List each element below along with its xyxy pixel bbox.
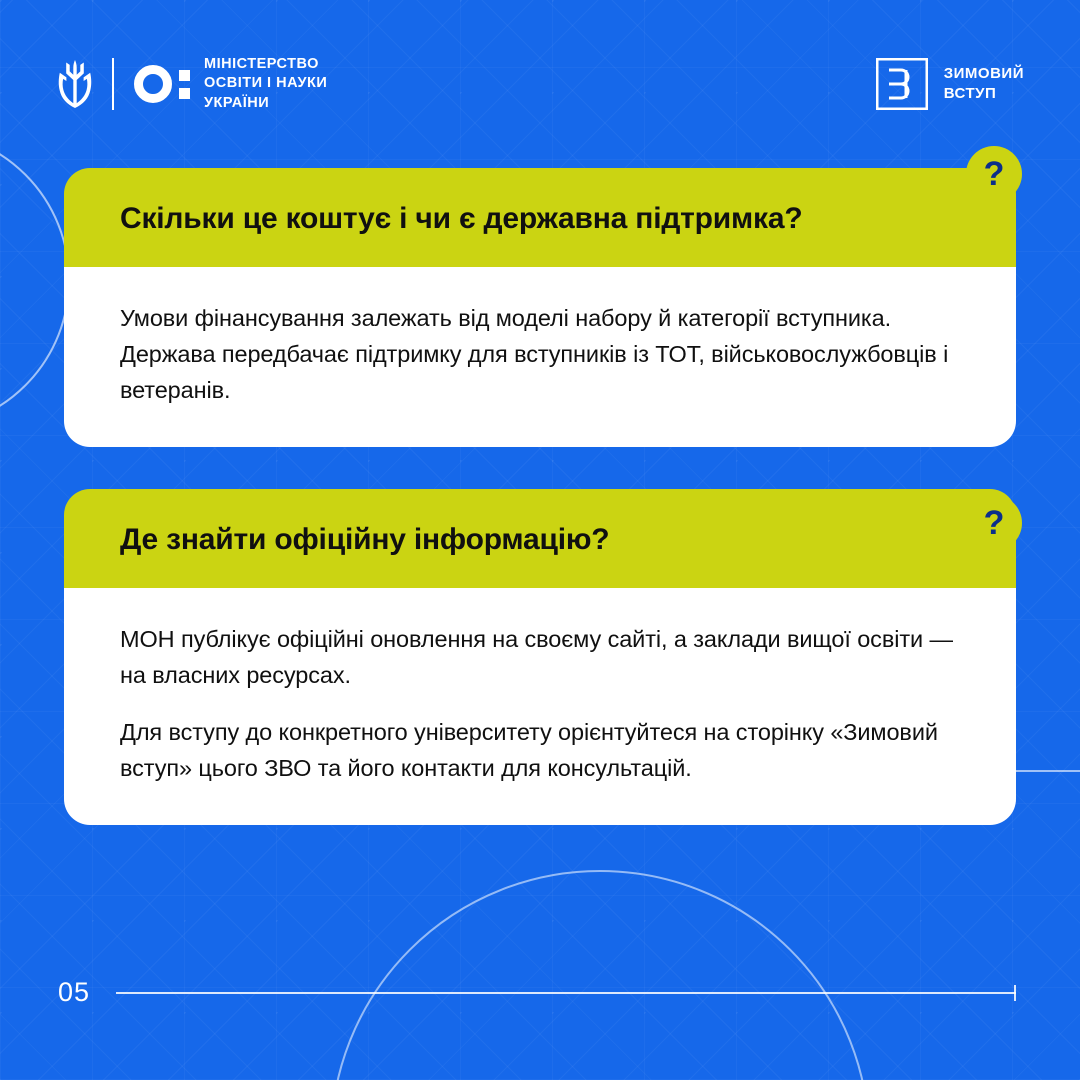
faq-answer-paragraph: Умови фінансування залежать від моделі набору й категорії вступника. Держава передбачає підтримку для вступників із ТОТ, військовослужбовців і ветеранів.	[120, 305, 949, 403]
faq-answer-paragraph: Для вступу до конкретного університету орієнтуйтеся на сторінку «Зимовий вступ» цього ЗВО та його контакти для консультацій.	[120, 719, 938, 782]
campaign-logo	[876, 58, 1024, 110]
faq-card-list	[64, 155, 1016, 867]
faq-question: Скільки це коштує і чи є державна підтримка?	[120, 202, 803, 235]
ministry-name: МІНІСТЕРСТВО ОСВІТИ І НАУКИ УКРАЇНИ	[204, 56, 328, 111]
logo-divider	[112, 58, 114, 110]
mon-circle-colon-icon	[134, 65, 190, 103]
mon-o-shape	[134, 65, 172, 103]
faq-answer-paragraph: МОН публікує офіційні оновлення на своєму сайті, а заклади вищої освіти — на власних ресурсах.	[120, 625, 953, 688]
faq-question: Де знайти офіційну інформацію?	[120, 522, 610, 556]
faq-card	[64, 155, 1016, 447]
faq-card-body	[64, 267, 1016, 446]
faq-card	[64, 489, 1016, 825]
faq-card-header	[64, 489, 1016, 588]
page-header	[0, 44, 1080, 124]
page-footer	[58, 977, 1016, 1008]
question-badge-icon: ?	[966, 146, 1022, 202]
footer-rule	[116, 992, 1016, 994]
faq-card-header	[64, 168, 1016, 267]
ukraine-trident-icon	[58, 60, 92, 108]
ministry-logo	[58, 55, 327, 112]
zv-monogram-icon	[876, 58, 928, 110]
question-badge-icon: ?	[966, 495, 1022, 551]
mon-colon-shape	[179, 70, 190, 99]
campaign-name: ЗИМОВИЙ ВСТУП	[943, 64, 1024, 102]
faq-card-body	[64, 588, 1016, 825]
page-number: 05	[58, 977, 91, 1007]
